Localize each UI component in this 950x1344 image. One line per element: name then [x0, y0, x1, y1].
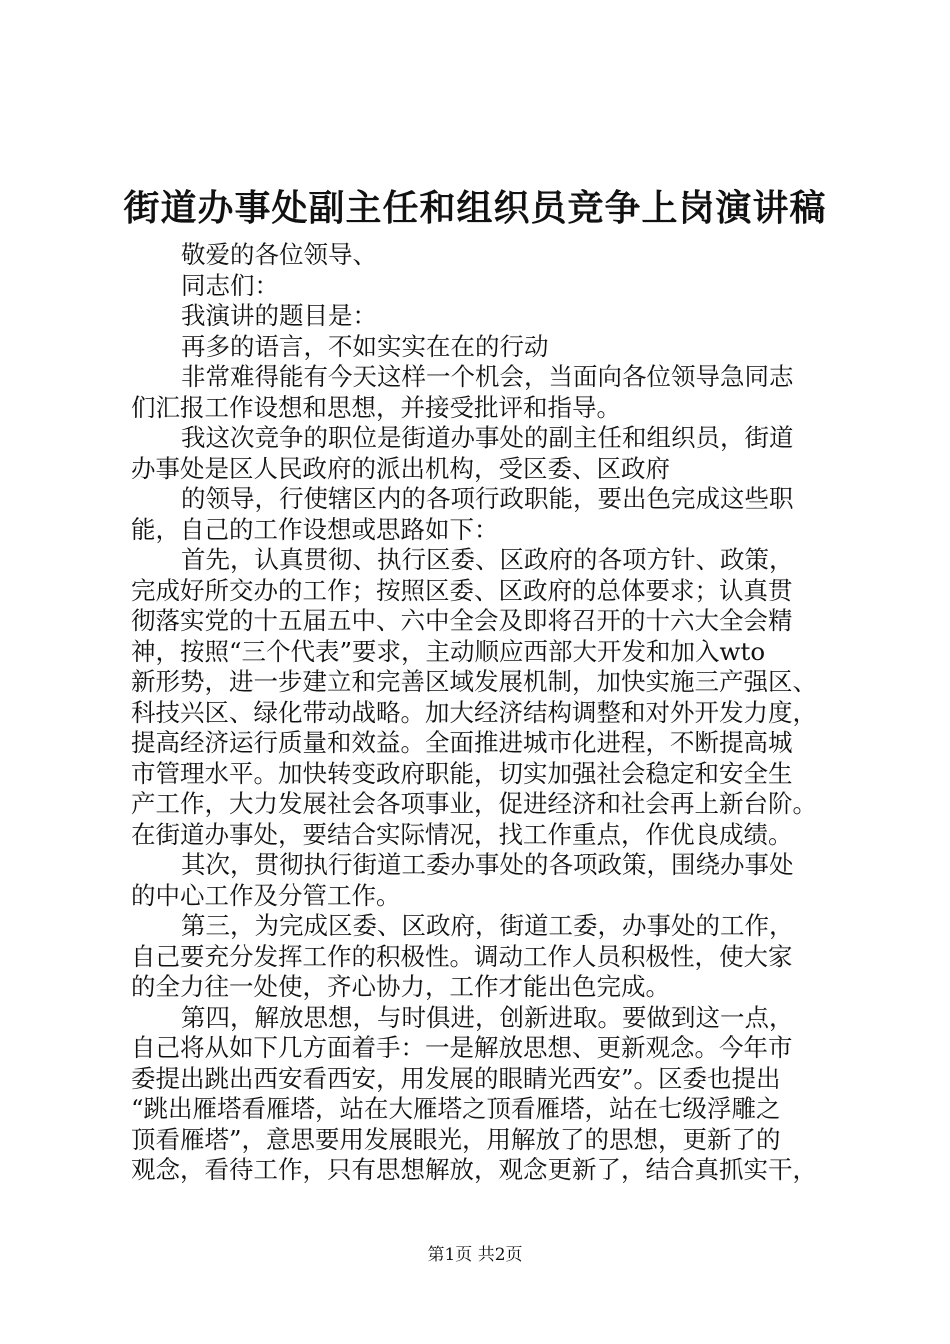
text-line: 自己将从如下几方面着手：一是解放思想、更新观念。今年市 — [131, 1033, 793, 1062]
text-line: 科技兴区、绿化带动战略。加大经济结构调整和对外开发力度， — [131, 697, 817, 727]
text-line: 市管理水平。加快转变政府职能，切实加强社会稳定和安全生 — [131, 758, 793, 788]
text-line: 我演讲的题目是： — [181, 301, 377, 330]
text-line: 的领导，行使辖区内的各项行政职能，要出色完成这些职 — [181, 484, 794, 513]
text-line: 我这次竞争的职位是街道办事处的副主任和组织员，街道 — [181, 423, 794, 452]
text-line: 其次，贯彻执行街道工委办事处的各项政策，围绕办事处 — [181, 850, 794, 879]
text-line: 办事处是区人民政府的派出机构，受区委、区政府 — [131, 453, 670, 483]
document-body — [131, 240, 831, 1186]
text-line: 委提出跳出西安看西安，用发展的眼睛光西安”。区委也提出 — [131, 1063, 781, 1093]
text-line: 们汇报工作设想和思想，并接受批评和指导。 — [131, 392, 621, 422]
text-line: 彻落实党的十五届五中、六中全会及即将召开的十六大全会精 — [131, 606, 793, 635]
text-line: 新形势，进一步建立和完善区域发展机制，加快实施三产强区、 — [131, 667, 817, 696]
text-line: 神，按照“三个代表”要求，主动顺应西部大开发和加入wto — [131, 636, 766, 666]
text-line: 提高经济运行质量和效益。全面推进城市化进程，不断提高城 — [131, 728, 793, 757]
text-line: 能，自己的工作设想或思路如下： — [131, 514, 499, 544]
text-line: 的中心工作及分管工作。 — [131, 880, 401, 910]
text-line: 第三，为完成区委、区政府，街道工委，办事处的工作， — [181, 911, 794, 940]
text-line: 完成好所交办的工作；按照区委、区政府的总体要求；认真贯 — [131, 575, 793, 605]
text-line: 首先，认真贯彻、执行区委、区政府的各项方针、政策， — [181, 545, 794, 574]
document-title: 街道办事处副主任和组织员竞争上岗演讲稿 — [123, 187, 827, 229]
text-line: 观念，看待工作，只有思想解放，观念更新了，结合真抓实干， — [131, 1155, 817, 1184]
text-line: 顶看雁塔”，意思要用发展眼光，用解放了的思想，更新了的 — [131, 1124, 781, 1154]
text-line: “跳出雁塔看雁塔，站在大雁塔之顶看雁塔，站在七级浮雕之 — [131, 1094, 781, 1123]
page-footer: 第1页 共2页 — [427, 1245, 523, 1265]
text-line: 同志们： — [181, 270, 279, 300]
text-line: 在街道办事处，要结合实际情况，找工作重点，作优良成绩。 — [131, 819, 793, 849]
text-line: 自己要充分发挥工作的积极性。调动工作人员积极性，使大家 — [131, 941, 793, 971]
text-line: 产工作，大力发展社会各项事业，促进经济和社会再上新台阶。 — [131, 789, 817, 818]
text-line: 敬爱的各位领导、 — [181, 240, 377, 269]
text-line: 的全力往一处使，齐心协力，工作才能出色完成。 — [131, 972, 670, 1001]
text-line: 非常难得能有今天这样一个机会，当面向各位领导急同志 — [181, 362, 794, 391]
text-line: 第四，解放思想，与时俱进，创新进取。要做到这一点， — [181, 1002, 794, 1032]
text-line: 再多的语言，不如实实在在的行动 — [181, 331, 549, 361]
